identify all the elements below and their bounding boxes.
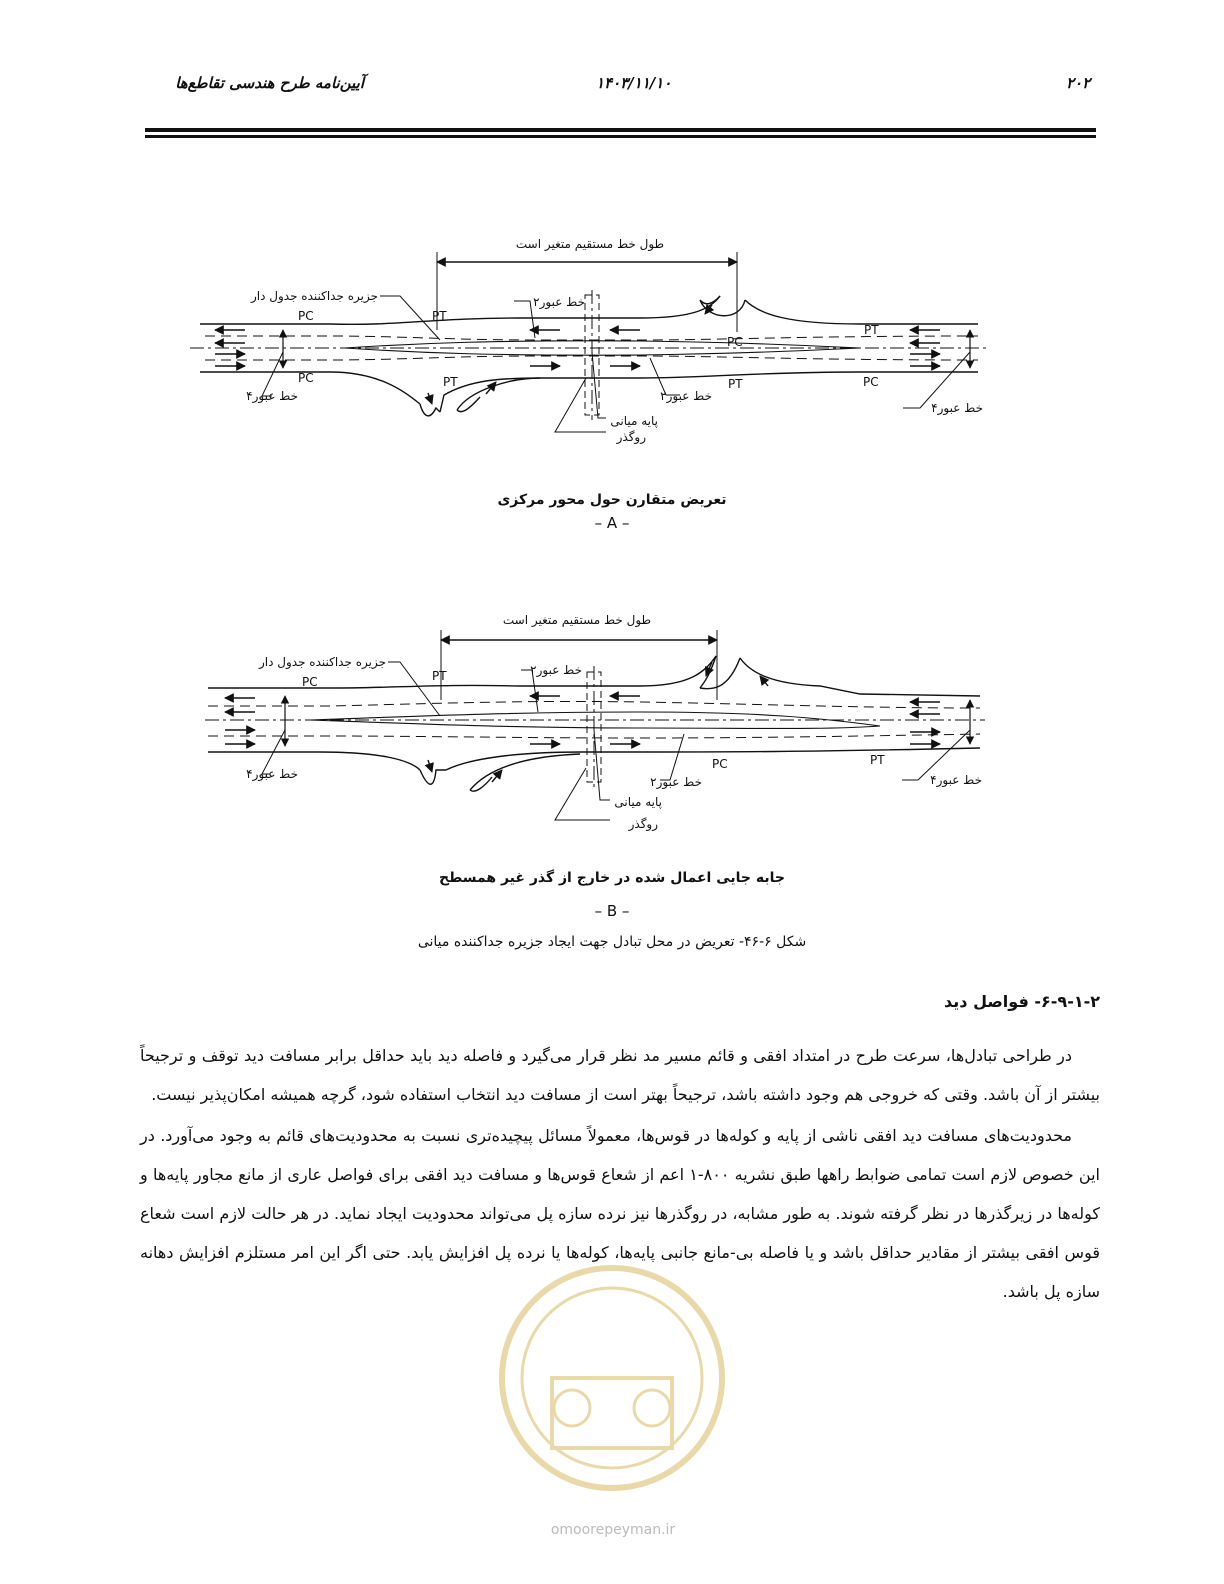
fig-a-pc-2: PC <box>298 371 314 385</box>
fig-b-median-label: جزیره جداکننده جدول دار <box>258 655 386 669</box>
fig-a-pc-4: PC <box>863 375 879 389</box>
fig-a-pc-1: PC <box>298 309 314 323</box>
figure-caption: شکل ۶-۴۶- تعریض در محل تبادل جهت ایجاد جزیره جداکننده میانی <box>417 934 807 950</box>
figure-a-caption: تعریض متقارن حول محور مرکزی <box>497 492 727 508</box>
fig-a-median-label: جزیره جداکننده جدول دار <box>250 289 378 303</box>
fig-a-lanes-2-bottom: ۲خط عبور <box>660 389 712 403</box>
figure-a <box>190 252 990 432</box>
running-header-title: آیین‌نامه طرح هندسی تقاطع‌ها <box>175 74 364 92</box>
fig-b-pc-1: PC <box>302 675 318 689</box>
figure-b-caption: جابه جایی اعمال شده در خارج از گذر غیر همسطح <box>439 870 785 886</box>
fig-a-lanes-4-right: ۴خط عبور <box>931 401 983 415</box>
fig-a-lanes-2-top: ۲خط عبور <box>533 295 585 309</box>
fig-a-pt-4: PT <box>864 323 879 337</box>
fig-b-pt-1: PT <box>432 669 447 683</box>
figure-a-sublabel: – A – <box>594 514 630 532</box>
paragraph: محدودیت‌های مسافت دید افقی ناشی از پایه و کوله‌ها در قوس‌ها، معمولاً مسائل پیچیده‌تری نسبت به محدودیت‌های قائم به وجود می‌آورد. در این خصوص لازم است تمامی ضوابط راهها طبق نشریه ۸۰۰-۱ اعم از شعاع قوس‌ها و مسافت دید افقی برای فواصل عاری از مانع مجاور پایه‌ها و کوله‌ها در زیرگذرها در نظر گرفته شوند. به طور مشابه، در روگذرها نیز نرده سازه پل می‌تواند محدودیت ایجاد نماید. در هر حالت لازم است شعاع قوس افقی بیشتر از مقادیر حداقل باشد و یا فاصله بی-مانع جانبی پایه‌ها، کوله‌ها یا نرده پل افزایش یابد. حتی اگر این امر مستلزم افزایش دهانه سازه پل باشد. <box>140 1126 1100 1301</box>
fig-b-pc-2: PC <box>712 757 728 771</box>
fig-a-pt-3: PT <box>728 377 743 391</box>
fig-b-pt-2: PT <box>870 753 885 767</box>
fig-b-lanes-4-left: ۴خط عبور <box>246 767 298 781</box>
fig-a-pt-1: PT <box>432 309 447 323</box>
paragraph: در طراحی تبادل‌ها، سرعت طرح در امتداد افقی و قائم مسیر مد نظر قرار می‌گیرد و فاصله دید باید حداقل برابر مسافت دید توقف و ترجیحاً بیشتر از آن باشد. وقتی که خروجی هم وجود داشته باشد، ترجیحاً بهتر است از مسافت دید انتخاب استفاده شود، گرچه همیشه امکان‌پذیر نیست. <box>140 1046 1100 1104</box>
fig-a-pc-3: PC <box>727 335 743 349</box>
page-number: ۲۰۲ <box>1066 74 1091 92</box>
fig-b-lanes-2-top: ۲خط عبور <box>530 663 582 677</box>
fig-b-pier-label: پایه میانی <box>614 795 662 809</box>
fig-b-lanes-4-right: ۴خط عبور <box>930 773 982 787</box>
fig-a-dimension-label: طول خط مستقیم متغیر است <box>515 237 665 251</box>
fig-a-lanes-4-left: ۴خط عبور <box>246 389 298 403</box>
fig-a-overpass-label: روگذر <box>616 430 646 444</box>
figure-b-sublabel: – B – <box>594 902 630 920</box>
fig-b-lanes-2-bottom: ۲خط عبور <box>650 775 702 789</box>
figure-b-labels <box>246 613 982 832</box>
watermark-url: omoorepeyman.ir <box>550 1522 676 1538</box>
fig-a-pier-label: پایه میانی <box>610 414 658 428</box>
section-heading: ۶-۹-۱-۲- فواصل دید <box>944 992 1100 1011</box>
fig-b-overpass-label: روگذر <box>628 817 658 831</box>
fig-a-pt-2: PT <box>443 375 458 389</box>
watermark-seal-icon <box>492 1258 732 1498</box>
fig-b-dimension-label: طول خط مستقیم متغیر است <box>502 613 652 627</box>
running-header-date: ۱۴۰۳/۱۱/۱۰ <box>596 74 672 92</box>
